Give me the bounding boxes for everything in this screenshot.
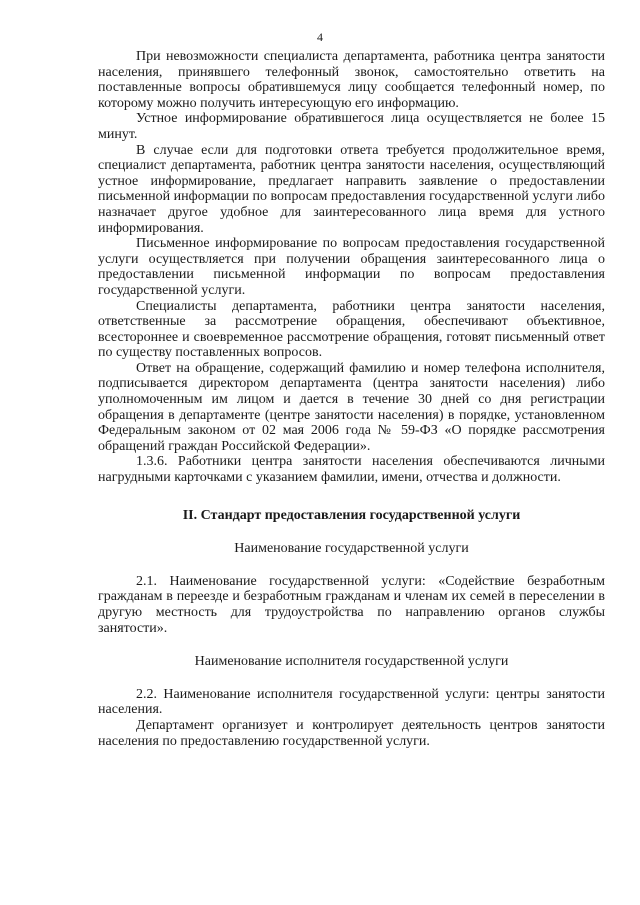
subheading-executor-name: Наименование исполнителя государственной услуги [194,654,509,670]
paragraph-executor-name: 2.2. Наименование исполнителя государственной услуги: центры занятости населения. [98,686,605,718]
paragraph-department-control: Департамент организует и контролирует деятельность центров занятости населения по предоставлению государственной услуги. [98,717,605,749]
paragraph-badges: 1.3.6. Работники центра занятости населения обеспечиваются личными нагрудными карточками с указанием фамилии, имени, отчества и должности. [98,454,605,486]
section-heading: II. Стандарт предоставления государственной услуги [182,507,521,523]
paragraph-specialists: Специалисты департамента, работники центра занятости населения, ответственные за рассмотрение обращения, обеспечивают объективное, всестороннее и своевременное рассмотрение обращения, готовят письменный ответ по существу поставленных вопросов. [98,298,605,361]
paragraph-answer-signing: Ответ на обращение, содержащий фамилию и номер телефона исполнителя, подписывается директором департамента (центра занятости населения) либо уполномоченным им лицом и дается в течение 30 дней со дня регистрации обращения в департаменте (центре занятости населения) в порядке, установленном Федеральным законом от 02 мая 2006 года № 59-ФЗ «О порядке рассмотрения обращений граждан Российской Федерации». [98,360,605,454]
paragraph-oral-duration: Устное информирование обратившегося лица осуществляется не более 15 минут. [98,111,605,142]
document-body [98,49,605,749]
subheading-service-name: Наименование государственной услуги [234,541,469,557]
paragraph-long-answer: В случае если для подготовки ответа требуется продолжительное время, специалист департамента, работник центра занятости населения, осуществляющий устное информирование, предлагает направить заявление о предоставлении письменной информации по вопросам предоставления государственной услуги либо назначает другое удобное для заинтересованного лица время для устного информирования. [98,142,605,236]
paragraph-phone-referral: При невозможности специалиста департамента, работника центра занятости населения, принявшего телефонный звонок, самостоятельно ответить на поставленные вопросы обратившемуся лицу сообщается телефонный номер, по которому можно получить интересующую его информацию. [98,49,605,111]
paragraph-service-name: 2.1. Наименование государственной услуги: «Содействие безработным гражданам в переезде и безработным гражданам и членам их семей в переселении в другую местность для трудоустройства по направлению органов службы занятости». [98,573,605,636]
paragraph-written-info: Письменное информирование по вопросам предоставления государственной услуги осуществляется при получении обращения заинтересованного лица о предоставлении письменной информации по вопросам предоставления государственной услуги. [98,236,605,298]
page-number: 4 [317,30,323,44]
